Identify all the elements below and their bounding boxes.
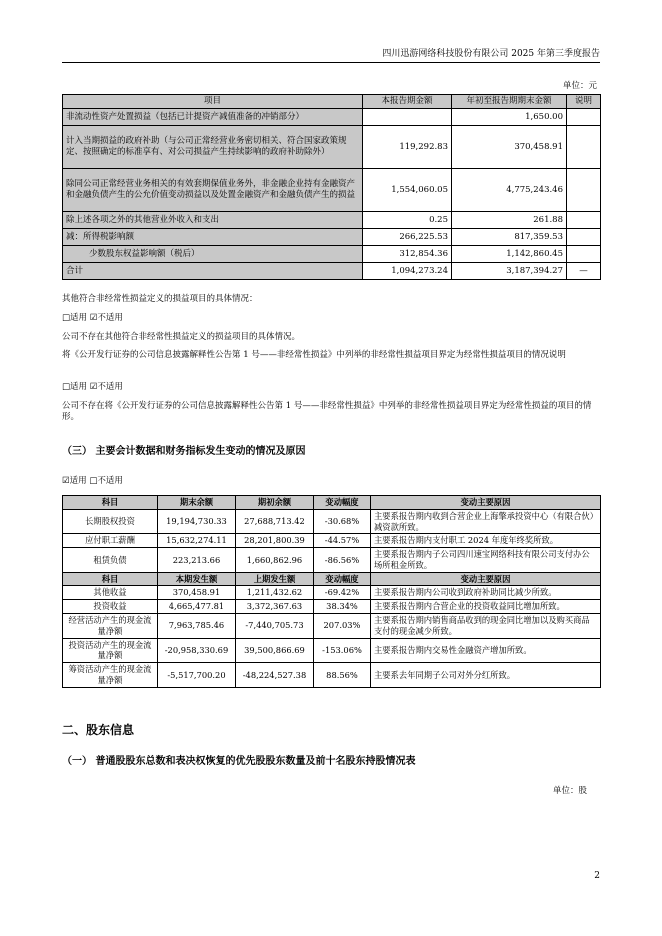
cell: -86.56% (314, 548, 371, 573)
cell: -69.42% (314, 586, 371, 600)
non-recurring-gains-table (62, 94, 601, 280)
column-header: 变动主要原因 (371, 496, 601, 510)
cell: 主要系报告期内支付职工 2024 年度年终奖所致。 (371, 534, 601, 548)
table-row (63, 586, 601, 600)
cell: 207.03% (314, 614, 371, 639)
cell: 4,665,477.81 (158, 600, 236, 614)
applicability-checkbox: ☑适用 □不适用 (62, 476, 123, 486)
column-header: 期末余额 (158, 496, 236, 510)
shares-unit: 单位：股 (552, 786, 587, 796)
table-row (63, 212, 601, 229)
cell (567, 212, 601, 229)
cell (567, 109, 601, 126)
cell: — (567, 263, 601, 280)
cell: 筹资活动产生的现金流量净额 (63, 663, 158, 688)
cell: -5,517,700.20 (158, 663, 236, 688)
table-header-row (63, 572, 601, 586)
cell: -153.06% (314, 638, 371, 663)
column-header: 变动主要原因 (371, 572, 601, 586)
cell: 投资活动产生的现金流量净额 (63, 638, 158, 663)
column-header: 变动幅度 (314, 572, 371, 586)
paragraph: 将《公开发行证券的公司信息披露解释性公告第 1 号——非经常性损益》中列举的非经常性损益项目界定为经常性损益项目的情况说明 (62, 350, 566, 360)
column-header: 变动幅度 (314, 496, 371, 510)
cell: 7,963,785.46 (158, 614, 236, 639)
cell: 223,213.66 (158, 548, 236, 573)
column-header: 本期发生额 (158, 572, 236, 586)
cell: 38.34% (314, 600, 371, 614)
cell: 261.88 (452, 212, 567, 229)
table-header-row (63, 496, 601, 510)
cell: 3,372,367.63 (236, 600, 314, 614)
table-header-row (63, 95, 601, 109)
cell: 370,458.91 (452, 126, 567, 169)
table1-unit: 单位：元 (562, 81, 597, 91)
cell: 投资收益 (63, 600, 158, 614)
cell: 19,194,730.33 (158, 509, 236, 534)
page-number: 2 (594, 871, 600, 881)
row-label: 减：所得税影响额 (63, 229, 363, 246)
cell: 主要系报告期内公司收到政府补助同比减少所致。 (371, 586, 601, 600)
column-header: 说明 (567, 95, 601, 109)
table-row (63, 126, 601, 169)
table-row (63, 638, 601, 663)
paragraph: 其他符合非经常性损益定义的损益项目的具体情况： (62, 294, 258, 304)
row-label: 非流动性资产处置损益（包括已计提资产减值准备的冲销部分） (63, 109, 363, 126)
cell: 主要系去年同期子公司对外分红所致。 (371, 663, 601, 688)
row-label: 计入当期损益的政府补助（与公司正常经营业务密切相关、符合国家政策规定、按照确定的标准享有、对公司损益产生持续影响的政府补助除外） (63, 126, 363, 169)
financial-changes-table (62, 495, 601, 688)
cell: -20,958,330.69 (158, 638, 236, 663)
cell: 1,094,273.24 (363, 263, 452, 280)
table-row (63, 263, 601, 280)
column-header: 科目 (63, 572, 158, 586)
table-row (63, 246, 601, 263)
cell: 1,142,860.45 (452, 246, 567, 263)
column-header: 年初至报告期期末金额 (452, 95, 567, 109)
cell (567, 126, 601, 169)
cell: 119,292.83 (363, 126, 452, 169)
cell: 主要系报告期内子公司四川速宝网络科技有限公司支付办公场所租金所致。 (371, 548, 601, 573)
section-title: （三） 主要会计数据和财务指标发生变动的情况及原因 (62, 446, 306, 457)
cell: 817,359.53 (452, 229, 567, 246)
column-header: 项目 (63, 95, 363, 109)
table-row (63, 534, 601, 548)
cell: 应付职工薪酬 (63, 534, 158, 548)
cell: 15,632,274.11 (158, 534, 236, 548)
header-divider (62, 62, 600, 63)
row-label: 合计 (63, 263, 363, 280)
cell: -7,440,705.73 (236, 614, 314, 639)
cell: 主要系报告期内交易性金融资产增加所致。 (371, 638, 601, 663)
table-row (63, 614, 601, 639)
cell: -48,224,527.38 (236, 663, 314, 688)
cell (567, 169, 601, 212)
cell: 其他收益 (63, 586, 158, 600)
cell: 370,458.91 (158, 586, 236, 600)
cell: 主要系报告期内销售商品收到的现金同比增加以及购买商品支付的现金减少所致。 (371, 614, 601, 639)
table-row (63, 600, 601, 614)
cell: 0.25 (363, 212, 452, 229)
cell: 租赁负债 (63, 548, 158, 573)
cell: 27,688,713.42 (236, 509, 314, 534)
cell: 28,201,800.39 (236, 534, 314, 548)
cell: 长期股权投资 (63, 509, 158, 534)
column-header: 本报告期金额 (363, 95, 452, 109)
paragraph: 公司不存在其他符合非经常性损益定义的损益项目的具体情况。 (62, 332, 301, 342)
row-label: 少数股东权益影响额（税后） (63, 246, 363, 263)
cell (567, 246, 601, 263)
applicability-checkbox: □适用 ☑不适用 (62, 382, 123, 392)
cell: 1,554,060.05 (363, 169, 452, 212)
subsection-heading: （一） 普通股股东总数和表决权恢复的优先股股东数量及前十名股东持股情况表 (62, 756, 416, 767)
cell: 39,500,866.69 (236, 638, 314, 663)
cell: 4,775,243.46 (452, 169, 567, 212)
page-header: 四川迅游网络科技股份有限公司 2025 年第三季度报告 (382, 49, 600, 59)
table-row (63, 229, 601, 246)
cell: 1,660,862.96 (236, 548, 314, 573)
cell: 1,650.00 (452, 109, 567, 126)
cell: 1,211,432.62 (236, 586, 314, 600)
paragraph: 公司不存在将《公开发行证券的公司信息披露解释性公告第 1 号——非经常性损益》中列举的非经常性损益项目界定为经常性损益的项目的情形。 (62, 401, 592, 423)
table-row (63, 509, 601, 534)
cell: 经营活动产生的现金流量净额 (63, 614, 158, 639)
row-label: 除同公司正常经营业务相关的有效套期保值业务外，非金融企业持有金融资产和金融负债产生的公允价值变动损益以及处置金融资产和金融负债产生的损益 (63, 169, 363, 212)
table-row (63, 663, 601, 688)
cell: -44.57% (314, 534, 371, 548)
row-label: 除上述各项之外的其他营业外收入和支出 (63, 212, 363, 229)
cell: 88.56% (314, 663, 371, 688)
cell (567, 229, 601, 246)
cell: 主要系报告期内合营企业的投资收益同比增加所致。 (371, 600, 601, 614)
applicability-checkbox: □适用 ☑不适用 (62, 313, 123, 323)
cell (363, 109, 452, 126)
cell: 312,854.36 (363, 246, 452, 263)
cell: 266,225.53 (363, 229, 452, 246)
column-header: 期初余额 (236, 496, 314, 510)
cell: 主要系报告期内收到合营企业上海擎承投资中心（有限合伙）减资款所致。 (371, 509, 601, 534)
table-row (63, 109, 601, 126)
cell: 3,187,394.27 (452, 263, 567, 280)
table-row (63, 169, 601, 212)
cell: -30.68% (314, 509, 371, 534)
table-row (63, 548, 601, 573)
column-header: 科目 (63, 496, 158, 510)
section-heading: 二、股东信息 (62, 723, 135, 737)
column-header: 上期发生额 (236, 572, 314, 586)
